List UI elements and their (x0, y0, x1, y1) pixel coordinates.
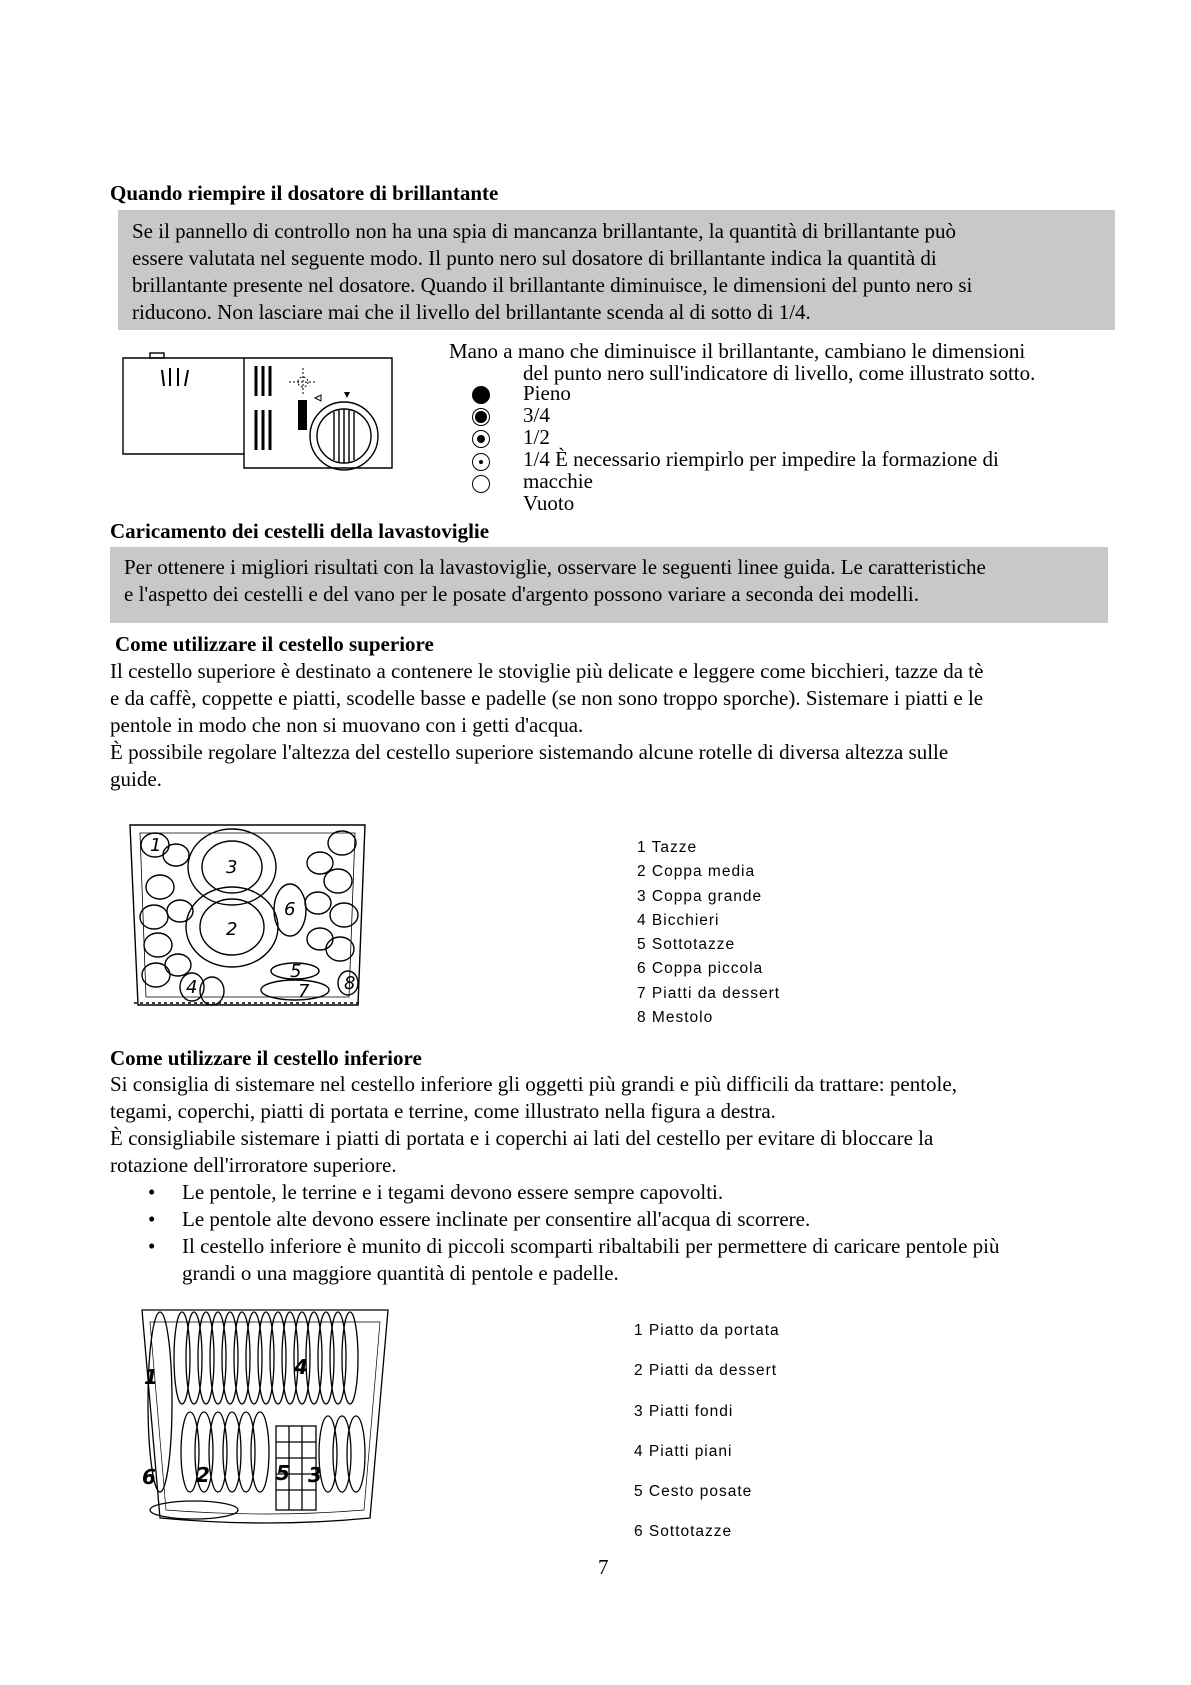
upper-basket-legend (637, 836, 780, 1030)
section-title-rinse-aid: Quando riempire il dosatore di brillantante (110, 181, 499, 205)
level-quarter-icon (472, 453, 490, 471)
info-box-rinse-aid (118, 210, 1115, 330)
info-line: riducono. Non lasciare mai che il livello del brillantante scenda al di sotto di 1/4. (132, 300, 811, 324)
paragraph-line: e da caffè, coppette e piatti, scodelle basse e padelle (se non sono troppo sporche). Sistemare i piatti e le (110, 686, 984, 710)
upper-basket-illustration (120, 815, 380, 1015)
page-number: 7 (598, 1555, 609, 1579)
level-intro-line1: Mano a mano che diminuisce il brillantante, cambiano le dimensioni (449, 339, 1026, 363)
paragraph-line: È consigliabile sistemare i piatti di portata e i coperchi ai lati del cestello per evitare di bloccare la (110, 1126, 934, 1150)
upper-fig-num-1: 1 (150, 835, 162, 856)
legend-item: 5 Sottotazze (637, 936, 736, 954)
lower-basket-legend (634, 1311, 780, 1553)
legend-item: 2 Piatti da dessert (634, 1362, 778, 1380)
level-half-icon (472, 430, 490, 448)
info-line: essere valutata nel seguente modo. Il punto nero sul dosatore di brillantante indica la quantità di (132, 246, 937, 270)
upper-fig-num-6: 6 (284, 899, 296, 920)
lower-fig-num-6: 6 (142, 1465, 156, 1489)
legend-item: 4 Bicchieri (637, 911, 720, 929)
legend-item: 1 Piatto da portata (634, 1322, 780, 1339)
paragraph-line: tegami, coperchi, piatti di portata e terrine, come illustrato nella figura a destra. (110, 1099, 776, 1123)
level-label-empty: Vuoto (523, 491, 575, 515)
info-box-loading (110, 547, 1108, 623)
legend-item: 6 Sottotazze (634, 1523, 733, 1541)
legend-item: 5 Cesto posate (634, 1483, 753, 1501)
legend-item: 1 Tazze (637, 839, 698, 856)
upper-fig-num-8: 8 (344, 973, 356, 994)
rinse-aid-dispenser-illustration (122, 350, 414, 474)
level-label-quarter-cont: macchie (523, 469, 593, 493)
legend-item: 2 Coppa media (637, 863, 756, 881)
upper-fig-num-2: 2 (226, 919, 238, 940)
legend-item: 3 Coppa grande (637, 887, 763, 905)
legend-item: 3 Piatti fondi (634, 1402, 734, 1420)
lower-fig-num-1: 1 (144, 1365, 158, 1389)
level-three-quarter-icon (472, 408, 490, 426)
level-label-full: Pieno (523, 381, 571, 405)
upper-fig-num-7: 7 (298, 981, 310, 1002)
paragraph-line: È possibile regolare l'altezza del cestello superiore sistemando alcune rotelle di diversa altezza sulle (110, 740, 949, 764)
bullet-item: • Il cestello inferiore è munito di piccoli scomparti ribaltabili per permettere di caricare pentole più (182, 1233, 1000, 1260)
level-label-three-quarter: 3/4 (523, 403, 550, 427)
legend-item: 8 Mestolo (637, 1009, 714, 1027)
lower-fig-num-5: 5 (276, 1461, 290, 1485)
upper-fig-num-5: 5 (290, 961, 302, 982)
paragraph-line: guide. (110, 767, 162, 791)
info-line: Se il pannello di controllo non ha una spia di mancanza brillantante, la quantità di brillantante può (132, 219, 957, 243)
level-label-half: 1/2 (523, 425, 550, 449)
bullet-continuation: grandi o una maggiore quantità di pentole e padelle. (182, 1261, 619, 1285)
lower-basket-bullets (182, 1179, 1000, 1260)
level-full-icon (472, 386, 490, 404)
lower-fig-num-3: 3 (308, 1463, 322, 1487)
info-line: e l'aspetto dei cestelli e del vano per le posate d'argento possono variare a seconda dei modelli. (124, 582, 919, 606)
lower-fig-num-4: 4 (294, 1355, 308, 1379)
upper-fig-num-4: 4 (186, 977, 198, 998)
paragraph-line: pentole in modo che non si muovano con i getti d'acqua. (110, 713, 584, 737)
info-line: brillantante presente nel dosatore. Quando il brillantante diminuisce, le dimensioni del punto nero si (132, 273, 973, 297)
paragraph-line: rotazione dell'irroratore superiore. (110, 1153, 397, 1177)
lower-fig-num-2: 2 (196, 1463, 210, 1487)
paragraph-line: Si consiglia di sistemare nel cestello inferiore gli oggetti più grandi e più difficili da trattare: pentole, (110, 1072, 957, 1096)
level-empty-icon (472, 475, 490, 493)
level-label-quarter: 1/4 È necessario riempirlo per impedire la formazione di (523, 447, 999, 471)
level-intro-line2: del punto nero sull'indicatore di livello, come illustrato sotto. (523, 361, 1036, 385)
legend-item: 7 Piatti da dessert (637, 984, 781, 1002)
upper-fig-num-3: 3 (226, 857, 238, 878)
bullet-item: • Le pentole, le terrine e i tegami devono essere sempre capovolti. (182, 1179, 1000, 1206)
section-title-lower-basket: Come utilizzare il cestello inferiore (110, 1046, 422, 1070)
legend-item: 6 Coppa piccola (637, 960, 764, 978)
section-title-loading-baskets: Caricamento dei cestelli della lavastoviglie (110, 519, 490, 543)
bullet-item: • Le pentole alte devono essere inclinate per consentire all'acqua di scorrere. (182, 1206, 1000, 1233)
legend-item: 4 Piatti piani (634, 1442, 733, 1460)
lower-basket-illustration (130, 1292, 400, 1532)
paragraph-line: Il cestello superiore è destinato a contenere le stoviglie più delicate e leggere come bicchieri, tazze da tè (110, 659, 984, 683)
info-line: Per ottenere i migliori risultati con la lavastoviglie, osservare le seguenti linee guida. Le caratteristiche (124, 555, 986, 579)
section-title-upper-basket: Come utilizzare il cestello superiore (115, 632, 434, 656)
